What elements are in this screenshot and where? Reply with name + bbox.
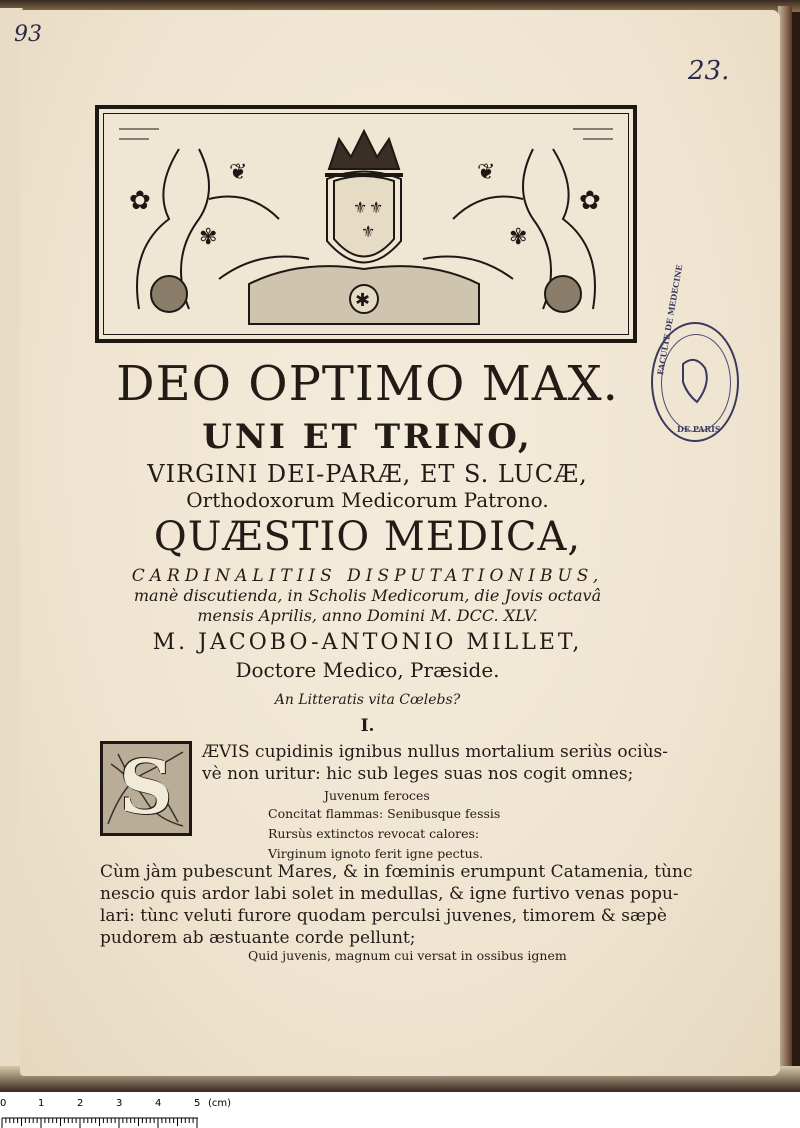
title-date: mensis Aprilis, anno Domini M. DCC. XLV. [197, 606, 538, 625]
verse-line: Virginum ignoto ferit igne pectus. [268, 846, 484, 861]
scale-tick-label: 1 [38, 1098, 45, 1109]
page-fore-edge [778, 6, 792, 1086]
text-line: nescio quis ardor labi solet in medullas, & igne furtivo venas popu- [100, 884, 679, 904]
verse-line: Quid juvenis, magnum cui versat in ossibus ignem [248, 948, 567, 963]
verse-line: Concitat flammas: Senibusque fessis [268, 806, 501, 821]
title-uni-et-trino: UNI ET TRINO, [202, 417, 533, 457]
text-line: Cùm jàm pubescunt Mares, & in fœminis erumpunt Catamenia, tùnc [100, 862, 693, 882]
verse-line: Rursùs extinctos revocat calores: [268, 826, 480, 841]
page-number-annotation: 23. [688, 56, 730, 86]
svg-text:⚜: ⚜ [353, 198, 368, 217]
text-line: pudorem ab æstuante corde pellunt; [100, 928, 416, 948]
engraved-headpiece [95, 105, 637, 343]
svg-text:❦: ❦ [229, 160, 248, 185]
scale-tick-label: 3 [116, 1098, 123, 1109]
question-heading: An Litteratis vita Cœlebs? [274, 692, 461, 708]
title-praeses-name: M. JACOBO-ANTONIO MILLET, [152, 630, 583, 655]
title-deo-optimo: DEO OPTIMO MAX. [116, 356, 619, 412]
scale-tick-label: 4 [155, 1098, 162, 1109]
svg-text:❦: ❦ [477, 160, 496, 185]
svg-text:⚜: ⚜ [369, 198, 384, 217]
text-line: vè non uritur: hic sub leges suas nos cogit omnes; [202, 764, 634, 784]
decorated-initial [100, 741, 192, 836]
royal-arms-engraving [99, 109, 633, 339]
title-patrono: Orthodoxorum Medicorum Patrono. [186, 488, 549, 512]
verse-line: Juvenum feroces [324, 788, 430, 803]
stamp-emblem-icon [653, 324, 737, 440]
library-stamp [651, 263, 739, 442]
title-cardinalitiis: CARDINALITIIS DISPUTATIONIBUS, [131, 566, 604, 586]
title-praeses-role: Doctore Medico, Præside. [235, 658, 500, 682]
stamp-text-top: FACULTE DE MEDECINE [655, 263, 685, 376]
section-number: I. [360, 716, 375, 736]
dropcap-letter: S [119, 745, 173, 831]
title-virgini: VIRGINI DEI-PARÆ, ET S. LUCÆ, [147, 460, 588, 488]
text-line: lari: tùnc veluti furore quodam perculsi juvenes, timorem & sæpè [100, 906, 667, 926]
scale-ruler [0, 1092, 800, 1128]
scale-tick-label: 2 [77, 1098, 84, 1109]
scale-tick-label: 0 [0, 1098, 7, 1109]
scale-tick-label: 5 [194, 1098, 201, 1109]
scale-unit-label: (cm) [208, 1098, 232, 1109]
svg-text:✾: ✾ [509, 225, 528, 250]
svg-text:⚜: ⚜ [361, 222, 376, 241]
folio-ink-annotation: 93 [14, 22, 42, 47]
svg-text:✱: ✱ [355, 290, 371, 311]
title-discutienda: manè discutienda, in Scholis Medicorum, die Jovis octavâ [133, 586, 602, 605]
stamp-text-bottom: DE PARIS [677, 424, 721, 434]
title-quaestio-medica: QUÆSTIO MEDICA, [153, 514, 582, 560]
text-line: ÆVIS cupidinis ignibus nullus mortalium seriùs ociùs- [202, 742, 669, 762]
svg-text:✿: ✿ [579, 186, 601, 216]
svg-text:✾: ✾ [199, 225, 218, 250]
svg-text:✿: ✿ [129, 186, 151, 216]
